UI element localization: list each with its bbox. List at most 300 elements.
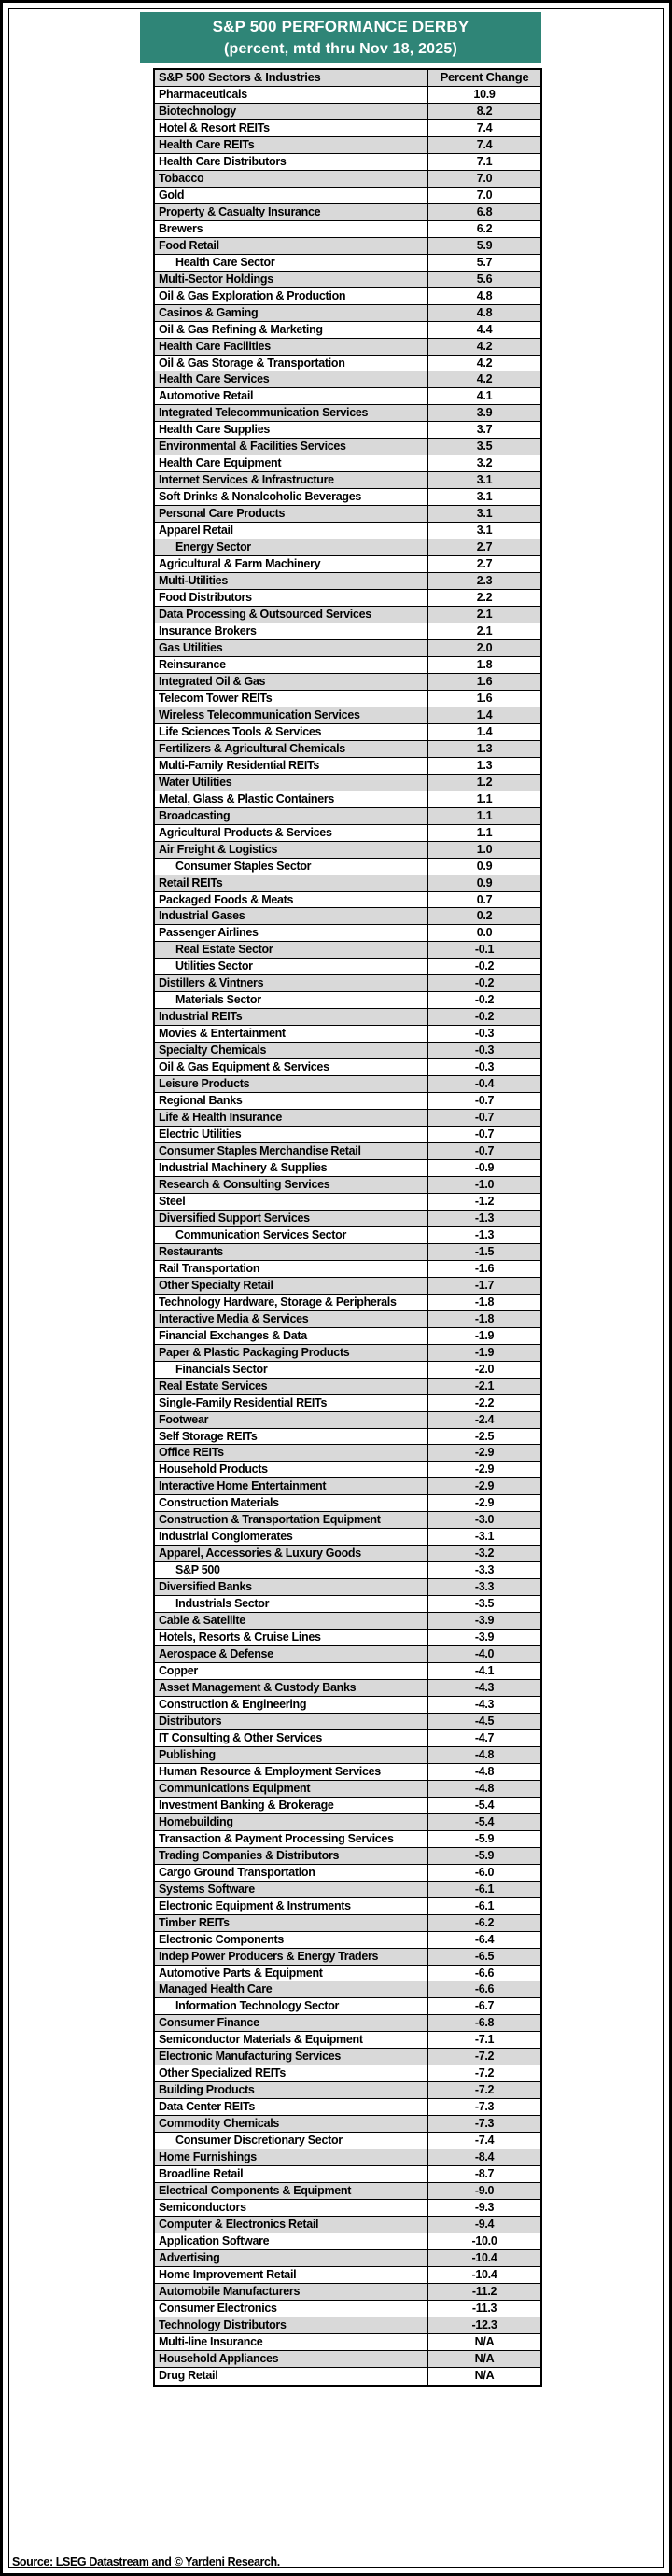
sector-name-cell: Industrial REITs: [155, 1009, 428, 1025]
percent-value-cell: -6.7: [474, 1999, 495, 2013]
sector-name-cell: Telecom Tower REITs: [155, 691, 428, 707]
percent-value-cell: -0.3: [474, 1043, 495, 1057]
table-row: [155, 356, 540, 372]
percent-value-cell: -2.2: [474, 1395, 495, 1409]
percent-value-cell: 2.7: [476, 557, 493, 571]
percent-value-cell: 3.5: [476, 440, 493, 454]
table-row: [155, 1076, 540, 1093]
sector-name-cell: Hotel & Resort REITs: [155, 120, 428, 136]
percent-value-cell: -0.3: [474, 1060, 495, 1074]
percent-value-cell: -3.9: [474, 1614, 495, 1628]
sector-name-cell: Commodity Chemicals: [155, 2116, 428, 2132]
table-row: [155, 1529, 540, 1546]
percent-value-cell: 4.8: [476, 305, 493, 319]
table-row: [155, 388, 540, 405]
table-row: [155, 741, 540, 758]
percent-value-cell: 5.9: [476, 238, 493, 252]
table-row: [155, 171, 540, 188]
percent-value-cell: 4.1: [476, 389, 493, 403]
performance-table: [153, 68, 542, 2387]
table-row: [155, 1932, 540, 1949]
table-row: [155, 523, 540, 539]
sector-name-cell: Reinsurance: [155, 657, 428, 673]
percent-value-cell: 2.2: [476, 591, 493, 605]
sector-name-cell: Multi-Utilities: [155, 573, 428, 589]
percent-value-cell: -4.3: [474, 1681, 495, 1695]
table-row: [155, 1160, 540, 1177]
percent-value-cell: -1.8: [474, 1311, 495, 1325]
sector-name-cell: Casinos & Gaming: [155, 305, 428, 321]
sector-name-cell: Oil & Gas Refining & Marketing: [155, 322, 428, 338]
sector-name-cell: Wireless Telecommunication Services: [155, 707, 428, 723]
sector-name-cell: Agricultural Products & Services: [155, 825, 428, 841]
sector-name-cell: Consumer Staples Merchandise Retail: [155, 1143, 428, 1159]
percent-value-cell: -1.6: [474, 1261, 495, 1275]
table-row: [155, 1059, 540, 1076]
table-row: [155, 1966, 540, 1982]
percent-value-cell: -0.7: [474, 1094, 495, 1108]
percent-value-cell: 0.7: [476, 892, 493, 906]
sector-name-cell: Pharmaceuticals: [155, 87, 428, 103]
percent-value-cell: -7.1: [474, 2033, 495, 2047]
table-row: [155, 1379, 540, 1395]
table-row: [155, 2049, 540, 2065]
table-row: [155, 104, 540, 120]
sector-name-cell: Application Software: [155, 2233, 428, 2249]
table-row: [155, 2149, 540, 2166]
percent-value-cell: -1.9: [474, 1328, 495, 1342]
percent-value-cell: 3.1: [476, 524, 493, 538]
percent-value-cell: 1.6: [476, 674, 493, 688]
table-row: [155, 1730, 540, 1747]
table-row: [155, 1562, 540, 1579]
table-body: [155, 87, 540, 2385]
percent-value-cell: -1.0: [474, 1177, 495, 1191]
percent-value-cell: -6.6: [474, 1966, 495, 1980]
table-row: [155, 272, 540, 288]
table-row: [155, 1211, 540, 1227]
table-row: [155, 1646, 540, 1663]
sector-name-cell: Interactive Home Entertainment: [155, 1478, 428, 1494]
sector-name-cell: Financials Sector: [155, 1362, 428, 1378]
sector-name-cell: Office REITs: [155, 1445, 428, 1461]
sector-name-cell: Metal, Glass & Plastic Containers: [155, 791, 428, 807]
table-row: [155, 154, 540, 171]
percent-value-cell: -1.5: [474, 1244, 495, 1258]
percent-value-cell: -5.4: [474, 1814, 495, 1828]
percent-value-cell: -4.3: [474, 1698, 495, 1711]
sector-name-cell: Real Estate Sector: [155, 942, 428, 958]
table-row: [155, 892, 540, 909]
sector-name-cell: Restaurants: [155, 1244, 428, 1260]
sector-name-cell: Systems Software: [155, 1882, 428, 1897]
percent-value-cell: -4.0: [474, 1647, 495, 1661]
percent-value-cell: 1.1: [476, 825, 493, 839]
sector-name-cell: Technology Hardware, Storage & Peripherals: [155, 1295, 428, 1310]
percent-value-cell: -3.3: [474, 1563, 495, 1577]
table-row: [155, 1697, 540, 1714]
sector-name-cell: Publishing: [155, 1747, 428, 1763]
table-row: [155, 1898, 540, 1915]
sector-name-cell: Gas Utilities: [155, 640, 428, 656]
sector-name-cell: S&P 500: [155, 1562, 428, 1578]
sector-name-cell: Automotive Retail: [155, 388, 428, 404]
table-row: [155, 1093, 540, 1110]
percent-value-cell: 6.8: [476, 204, 493, 218]
percent-value-cell: 4.2: [476, 339, 493, 353]
sector-name-cell: Advertising: [155, 2250, 428, 2266]
table-row: [155, 1362, 540, 1379]
percent-value-cell: 7.1: [476, 154, 493, 168]
percent-value-cell: -0.2: [474, 976, 495, 990]
sector-name-cell: Food Retail: [155, 238, 428, 254]
percent-value-cell: -7.2: [474, 2066, 495, 2080]
sector-name-cell: Other Specialized REITs: [155, 2065, 428, 2081]
table-row: [155, 188, 540, 204]
percent-value-cell: -4.8: [474, 1781, 495, 1795]
table-row: [155, 1579, 540, 1596]
sector-name-cell: Trading Companies & Distributors: [155, 1848, 428, 1864]
sector-name-cell: Electronic Equipment & Instruments: [155, 1898, 428, 1914]
sector-name-cell: Computer & Electronics Retail: [155, 2217, 428, 2233]
table-row: [155, 2267, 540, 2284]
sector-name-cell: Gold: [155, 188, 428, 203]
table-row: [155, 959, 540, 975]
percent-value-cell: 3.1: [476, 507, 493, 521]
sector-name-cell: Investment Banking & Brokerage: [155, 1798, 428, 1813]
sector-name-cell: Oil & Gas Exploration & Production: [155, 288, 428, 304]
percent-value-cell: 1.3: [476, 758, 493, 772]
table-row: [155, 1630, 540, 1646]
percent-value-cell: -0.7: [474, 1111, 495, 1125]
table-row: [155, 1680, 540, 1697]
percent-value-cell: 1.1: [476, 791, 493, 805]
table-row: [155, 305, 540, 322]
sector-name-cell: Household Products: [155, 1462, 428, 1477]
table-row: [155, 908, 540, 925]
table-row: [155, 1227, 540, 1244]
table-row: [155, 2301, 540, 2317]
percent-value-cell: -2.9: [474, 1496, 495, 1510]
percent-value-cell: -0.3: [474, 1027, 495, 1041]
table-row: [155, 1478, 540, 1495]
percent-value-cell: -0.2: [474, 959, 495, 973]
sector-name-cell: Biotechnology: [155, 104, 428, 119]
chart-subtitle: (percent, mtd thru Nov 18, 2025): [223, 41, 458, 57]
sector-name-cell: Passenger Airlines: [155, 925, 428, 941]
sector-name-cell: Electric Utilities: [155, 1127, 428, 1142]
percent-value-cell: -0.4: [474, 1077, 495, 1091]
percent-value-cell: -1.3: [474, 1211, 495, 1225]
sector-name-cell: Household Appliances: [155, 2351, 428, 2367]
percent-value-cell: 3.2: [476, 456, 493, 470]
percent-value-cell: 1.6: [476, 691, 493, 705]
sector-name-cell: Insurance Brokers: [155, 623, 428, 639]
percent-value-cell: 2.7: [476, 540, 493, 554]
table-row: [155, 405, 540, 422]
table-row: [155, 1747, 540, 1764]
sector-name-cell: Industrial Gases: [155, 908, 428, 924]
table-row: [155, 1613, 540, 1630]
percent-value-cell: -0.7: [474, 1144, 495, 1158]
table-row: [155, 439, 540, 455]
table-row: [155, 1295, 540, 1311]
table-row: [155, 1244, 540, 1261]
percent-value-cell: 3.1: [476, 490, 493, 504]
percent-value-cell: N/A: [474, 2351, 495, 2365]
table-row: [155, 1177, 540, 1194]
percent-value-cell: 1.0: [476, 842, 493, 856]
percent-value-cell: 1.2: [476, 775, 493, 789]
table-row: [155, 707, 540, 724]
table-row: [155, 1663, 540, 1680]
sector-name-cell: Agricultural & Farm Machinery: [155, 556, 428, 572]
percent-value-cell: -1.8: [474, 1295, 495, 1309]
sector-name-cell: Self Storage REITs: [155, 1429, 428, 1445]
column-header-percent-change: Percent Change: [440, 70, 529, 84]
sector-name-cell: Home Furnishings: [155, 2149, 428, 2165]
sector-name-cell: Diversified Banks: [155, 1579, 428, 1595]
sector-name-cell: Rail Transportation: [155, 1261, 428, 1277]
sector-name-cell: Managed Health Care: [155, 1981, 428, 1997]
table-row: [155, 1865, 540, 1882]
sector-name-cell: Electronic Components: [155, 1932, 428, 1948]
percent-value-cell: -11.2: [471, 2284, 497, 2298]
table-row: [155, 288, 540, 305]
table-row: [155, 1814, 540, 1831]
percent-value-cell: 5.6: [476, 272, 493, 286]
table-row: [155, 1764, 540, 1781]
percent-value-cell: -3.5: [474, 1597, 495, 1611]
percent-value-cell: 0.9: [476, 875, 493, 889]
sector-name-cell: Consumer Discretionary Sector: [155, 2133, 428, 2149]
sector-name-cell: Distributors: [155, 1714, 428, 1729]
sector-name-cell: Health Care Supplies: [155, 422, 428, 438]
percent-value-cell: 6.2: [476, 221, 493, 235]
table-row: [155, 1596, 540, 1613]
sector-name-cell: Single-Family Residential REITs: [155, 1395, 428, 1411]
table-row: [155, 255, 540, 272]
table-row: [155, 573, 540, 590]
sector-name-cell: Asset Management & Custody Banks: [155, 1680, 428, 1696]
sector-name-cell: Movies & Entertainment: [155, 1026, 428, 1042]
sector-name-cell: Health Care REITs: [155, 137, 428, 153]
table-row: [155, 724, 540, 741]
percent-value-cell: -10.4: [471, 2267, 497, 2281]
table-row: [155, 2217, 540, 2233]
sector-name-cell: Distillers & Vintners: [155, 975, 428, 991]
table-row: [155, 2015, 540, 2032]
table-row: [155, 1848, 540, 1865]
percent-value-cell: -6.5: [474, 1949, 495, 1963]
sector-name-cell: Other Specialty Retail: [155, 1278, 428, 1294]
sector-name-cell: Copper: [155, 1663, 428, 1679]
sector-name-cell: Industrials Sector: [155, 1596, 428, 1612]
table-row: [155, 2166, 540, 2183]
table-row: [155, 1949, 540, 1966]
sector-name-cell: Apparel, Accessories & Luxury Goods: [155, 1546, 428, 1561]
sector-name-cell: Data Center REITs: [155, 2099, 428, 2115]
percent-value-cell: 7.4: [476, 120, 493, 134]
percent-value-cell: 7.0: [476, 188, 493, 202]
table-row: [155, 875, 540, 892]
percent-value-cell: 2.1: [476, 608, 493, 622]
percent-value-cell: -3.0: [474, 1513, 495, 1527]
sector-name-cell: Steel: [155, 1194, 428, 1210]
table-row: [155, 842, 540, 859]
sector-name-cell: Broadcasting: [155, 808, 428, 824]
percent-value-cell: -5.9: [474, 1848, 495, 1862]
sector-name-cell: Interactive Media & Services: [155, 1311, 428, 1327]
percent-value-cell: -10.0: [471, 2234, 497, 2247]
sector-name-cell: Homebuilding: [155, 1814, 428, 1830]
sector-name-cell: Communications Equipment: [155, 1781, 428, 1797]
sector-name-cell: Construction & Engineering: [155, 1697, 428, 1713]
percent-value-cell: 2.1: [476, 624, 493, 637]
sector-name-cell: Cable & Satellite: [155, 1613, 428, 1629]
sector-name-cell: Paper & Plastic Packaging Products: [155, 1345, 428, 1361]
table-row: [155, 339, 540, 356]
table-row: [155, 1546, 540, 1562]
table-row: [155, 1395, 540, 1412]
table-row: [155, 204, 540, 221]
percent-value-cell: 3.1: [476, 473, 493, 487]
sector-name-cell: Multi-line Insurance: [155, 2334, 428, 2350]
table-header-row: [155, 70, 540, 87]
percent-value-cell: 10.9: [473, 88, 496, 101]
sector-name-cell: Automotive Parts & Equipment: [155, 1966, 428, 1981]
sector-name-cell: Semiconductors: [155, 2200, 428, 2216]
percent-value-cell: -11.3: [471, 2301, 497, 2315]
table-row: [155, 2351, 540, 2368]
table-row: [155, 1462, 540, 1478]
percent-value-cell: -8.7: [474, 2167, 495, 2181]
percent-value-cell: -3.9: [474, 1631, 495, 1645]
percent-value-cell: -8.4: [474, 2150, 495, 2164]
table-row: [155, 992, 540, 1009]
table-row: [155, 674, 540, 691]
sector-name-cell: Consumer Finance: [155, 2015, 428, 2031]
table-row: [155, 925, 540, 942]
percent-value-cell: -6.6: [474, 1982, 495, 1996]
percent-value-cell: 4.4: [476, 322, 493, 336]
sector-name-cell: Air Freight & Logistics: [155, 842, 428, 858]
table-row: [155, 2233, 540, 2250]
percent-value-cell: 1.8: [476, 657, 493, 671]
table-row: [155, 2099, 540, 2116]
table-row: [155, 556, 540, 573]
sector-name-cell: Technology Distributors: [155, 2317, 428, 2333]
percent-value-cell: -3.2: [474, 1547, 495, 1561]
sector-name-cell: Consumer Electronics: [155, 2301, 428, 2317]
table-row: [155, 322, 540, 339]
percent-value-cell: -0.2: [474, 993, 495, 1007]
percent-value-cell: -1.7: [474, 1278, 495, 1292]
percent-value-cell: -2.0: [474, 1362, 495, 1376]
percent-value-cell: -6.1: [474, 1898, 495, 1912]
sector-name-cell: Retail REITs: [155, 875, 428, 891]
table-row: [155, 1998, 540, 2015]
percent-value-cell: -9.4: [474, 2218, 495, 2232]
sector-name-cell: Food Distributors: [155, 590, 428, 606]
table-row: [155, 1261, 540, 1278]
sector-name-cell: Oil & Gas Equipment & Services: [155, 1059, 428, 1075]
table-row: [155, 1311, 540, 1328]
percent-value-cell: -2.4: [474, 1412, 495, 1426]
table-row: [155, 87, 540, 104]
percent-value-cell: -7.2: [474, 2050, 495, 2064]
table-row: [155, 2250, 540, 2267]
sector-name-cell: Transaction & Payment Processing Services: [155, 1831, 428, 1847]
percent-value-cell: -6.1: [474, 1882, 495, 1896]
table-row: [155, 942, 540, 959]
sector-name-cell: Life Sciences Tools & Services: [155, 724, 428, 740]
sector-name-cell: Health Care Distributors: [155, 154, 428, 170]
chart-title: S&P 500 PERFORMANCE DERBY: [212, 18, 469, 35]
table-row: [155, 2317, 540, 2334]
table-row: [155, 758, 540, 775]
sector-name-cell: Consumer Staples Sector: [155, 859, 428, 875]
table-row: [155, 1915, 540, 1932]
percent-value-cell: -4.8: [474, 1747, 495, 1761]
sector-name-cell: Specialty Chemicals: [155, 1043, 428, 1058]
table-row: [155, 691, 540, 707]
percent-value-cell: -1.9: [474, 1345, 495, 1359]
sector-name-cell: Health Care Equipment: [155, 455, 428, 471]
table-row: [155, 506, 540, 523]
table-row: [155, 640, 540, 657]
table-row: [155, 1831, 540, 1848]
table-row: [155, 1714, 540, 1730]
percent-value-cell: -4.5: [474, 1714, 495, 1728]
sector-name-cell: Fertilizers & Agricultural Chemicals: [155, 741, 428, 757]
percent-value-cell: 2.3: [476, 574, 493, 588]
table-row: [155, 2200, 540, 2217]
percent-value-cell: -4.8: [474, 1764, 495, 1778]
percent-value-cell: -7.4: [474, 2134, 495, 2148]
table-row: [155, 539, 540, 556]
table-row: [155, 371, 540, 388]
sector-name-cell: Water Utilities: [155, 775, 428, 791]
sector-name-cell: Diversified Support Services: [155, 1211, 428, 1226]
percent-value-cell: -0.1: [474, 943, 495, 957]
table-row: [155, 607, 540, 623]
percent-value-cell: -6.8: [474, 2016, 495, 2030]
sector-name-cell: Energy Sector: [155, 539, 428, 555]
table-row: [155, 657, 540, 674]
percent-value-cell: -0.2: [474, 1010, 495, 1024]
sector-name-cell: Automobile Manufacturers: [155, 2284, 428, 2300]
table-row: [155, 1143, 540, 1160]
sector-name-cell: Integrated Oil & Gas: [155, 674, 428, 690]
table-row: [155, 1798, 540, 1814]
table-row: [155, 1781, 540, 1798]
percent-value-cell: N/A: [474, 2334, 495, 2348]
sector-name-cell: Property & Casualty Insurance: [155, 204, 428, 220]
table-row: [155, 975, 540, 992]
sector-name-cell: Health Care Services: [155, 371, 428, 387]
table-row: [155, 2368, 540, 2385]
percent-value-cell: -3.1: [474, 1530, 495, 1544]
table-row: [155, 2284, 540, 2301]
percent-value-cell: -0.7: [474, 1127, 495, 1141]
sector-name-cell: Information Technology Sector: [155, 1998, 428, 2014]
percent-value-cell: -2.5: [474, 1429, 495, 1443]
table-row: [155, 1110, 540, 1127]
table-row: [155, 489, 540, 506]
table-row: [155, 623, 540, 640]
percent-value-cell: 3.7: [476, 423, 493, 437]
